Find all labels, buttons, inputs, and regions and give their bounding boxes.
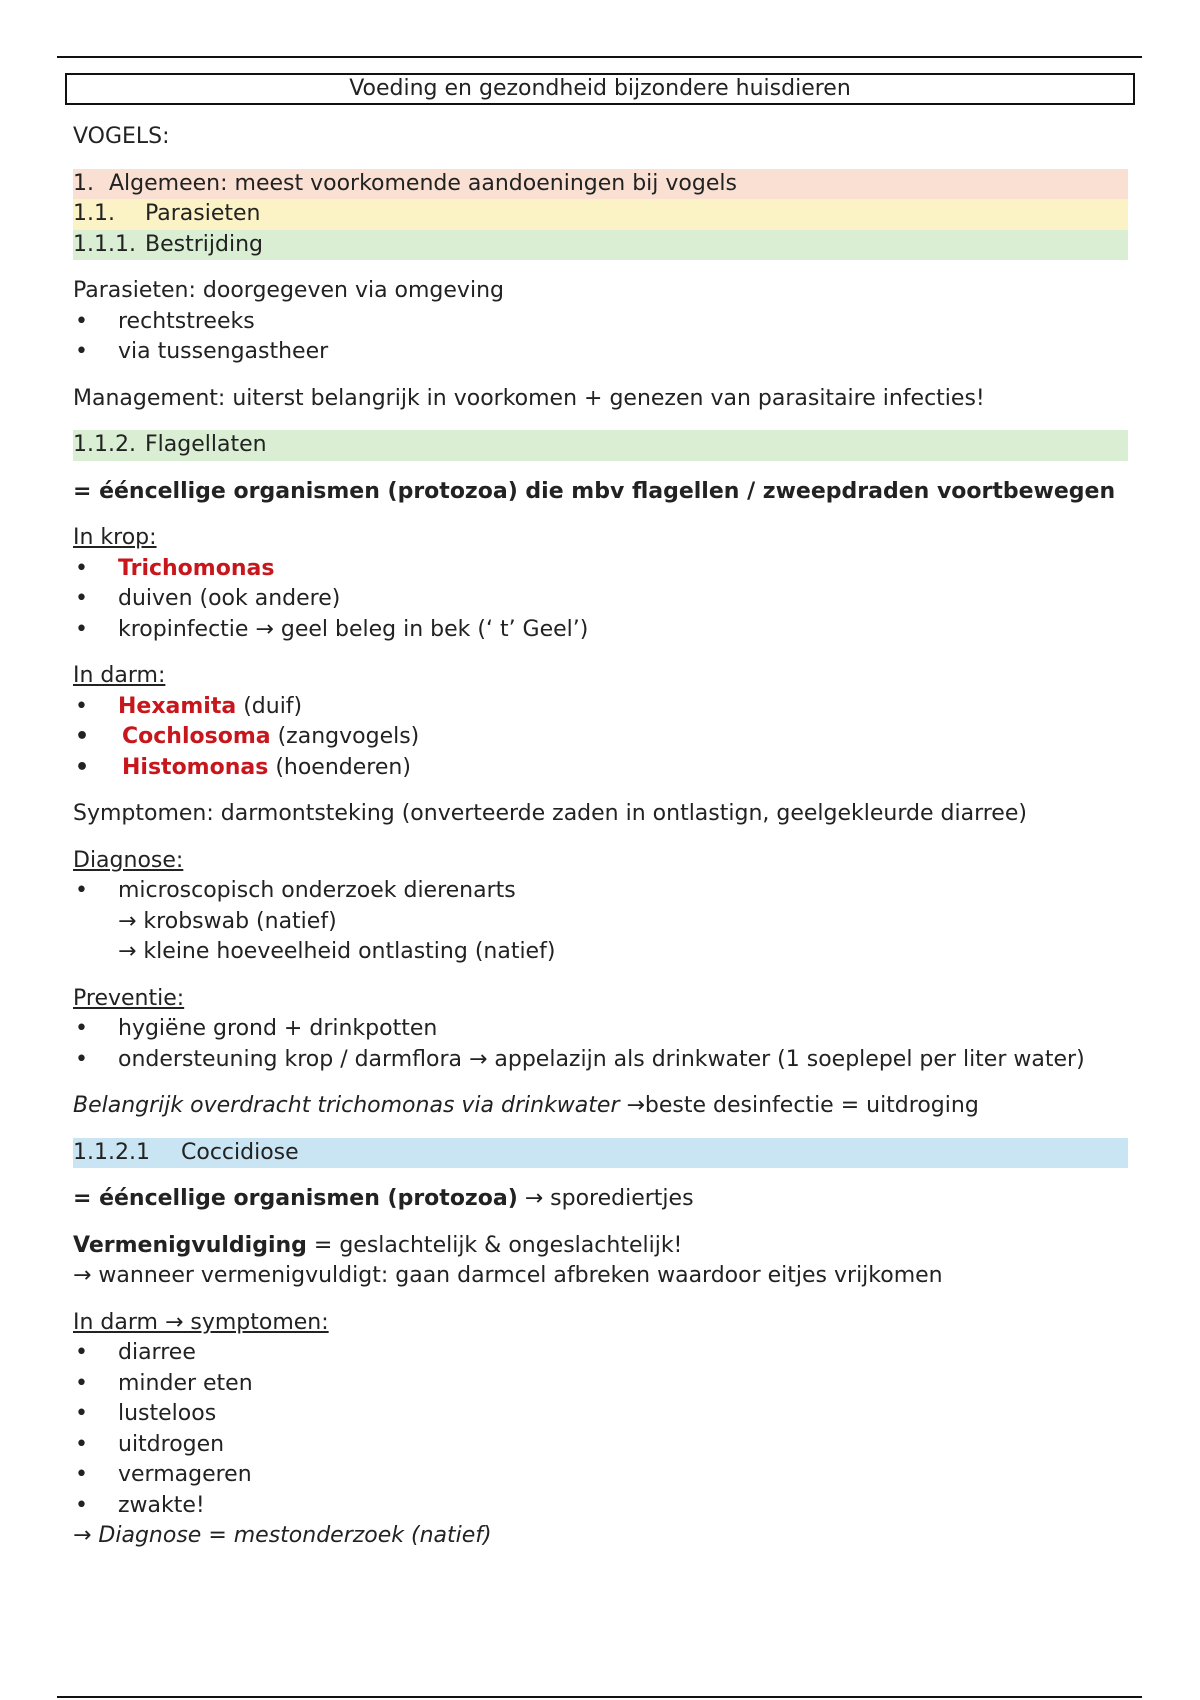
heading-1-1-2-1: 1.1.2.1 Coccidiose — [73, 1138, 1128, 1169]
list-item: • Trichomonas — [75, 555, 275, 581]
belangrijk-note: Belangrijk overdracht trichomonas via drinkwater →beste desinfectie = uitdroging — [73, 1093, 979, 1118]
coccidiose-definition: = ééncellige organismen (protozoa) → sporediertjes — [73, 1186, 694, 1211]
flagellaten-definition: = ééncellige organismen (protozoa) die mbv flagellen / zweepdraden voortbewegen — [73, 478, 1116, 504]
heading-1: 1. Algemeen: meest voorkomende aandoeningen bij vogels — [73, 169, 1128, 200]
top-rule — [57, 56, 1142, 58]
bottom-rule — [57, 1696, 1142, 1698]
list-item: • via tussengastheer — [75, 339, 329, 364]
list-item: • uitdrogen — [75, 1431, 225, 1457]
list-item: • rechtstreeks — [75, 308, 255, 334]
vermenigvuldiging-text: Vermenigvuldiging = geslachtelijk & ongeslachtelijk! — [73, 1232, 683, 1258]
list-item: • hygiëne grond + drinkpotten — [75, 1016, 438, 1041]
management-text: Management: uiterst belangrijk in voorkomen + genezen van parasitaire infecties! — [73, 385, 985, 411]
diagnose-sub: → krobswab (natief) — [118, 908, 337, 934]
heading-1-1-1: 1.1.1. Bestrijding — [73, 230, 1128, 261]
list-item: • vermageren — [75, 1462, 252, 1487]
diagnose-sub: → kleine hoeveelheid ontlasting (natief) — [118, 939, 556, 964]
section-label: VOGELS: — [73, 124, 170, 149]
list-item: • ondersteuning krop / darmflora → appelazijn als drinkwater (1 soeplepel per liter water) — [75, 1046, 1085, 1072]
document-body — [73, 122, 1128, 1552]
parasieten-intro: Parasieten: doorgegeven via omgeving — [73, 278, 504, 303]
diagnose-label: Diagnose: — [73, 847, 184, 873]
list-item: • diarree — [75, 1340, 196, 1365]
symptomen-text: Symptomen: darmontsteking (onverteerde zaden in ontlastign, geelgekleurde diarree) — [73, 801, 1027, 826]
preventie-label: Preventie: — [73, 985, 185, 1011]
coccidiose-diagnose: → Diagnose = mestonderzoek (natief) — [73, 1523, 492, 1548]
darm-label: In darm: — [73, 663, 166, 688]
document-title: Voeding en gezondheid bijzondere huisdieren — [65, 73, 1135, 105]
darm-symptomen-label: In darm → symptomen: — [73, 1309, 329, 1335]
list-item: • kropinfectie → geel beleg in bek (‘ t’ Geel’) — [75, 616, 589, 642]
heading-1-1-2: 1.1.2. Flagellaten — [73, 430, 1128, 461]
list-item: • microscopisch onderzoek dierenarts — [75, 878, 516, 903]
vermenigvuldiging-line2: → wanneer vermenigvuldigt: gaan darmcel afbreken waardoor eitjes vrijkomen — [73, 1263, 943, 1288]
heading-1-1: 1.1. Parasieten — [73, 199, 1128, 230]
list-item: • duiven (ook andere) — [75, 586, 341, 611]
list-item: • Cochlosoma (zangvogels) — [75, 724, 420, 749]
list-item: • lusteloos — [75, 1401, 217, 1426]
krop-label: In krop: — [73, 525, 157, 550]
list-item: • Histomonas (hoenderen) — [75, 754, 411, 780]
list-item: • Hexamita (duif) — [75, 693, 303, 719]
list-item: • zwakte! — [75, 1492, 205, 1518]
list-item: • minder eten — [75, 1370, 253, 1396]
